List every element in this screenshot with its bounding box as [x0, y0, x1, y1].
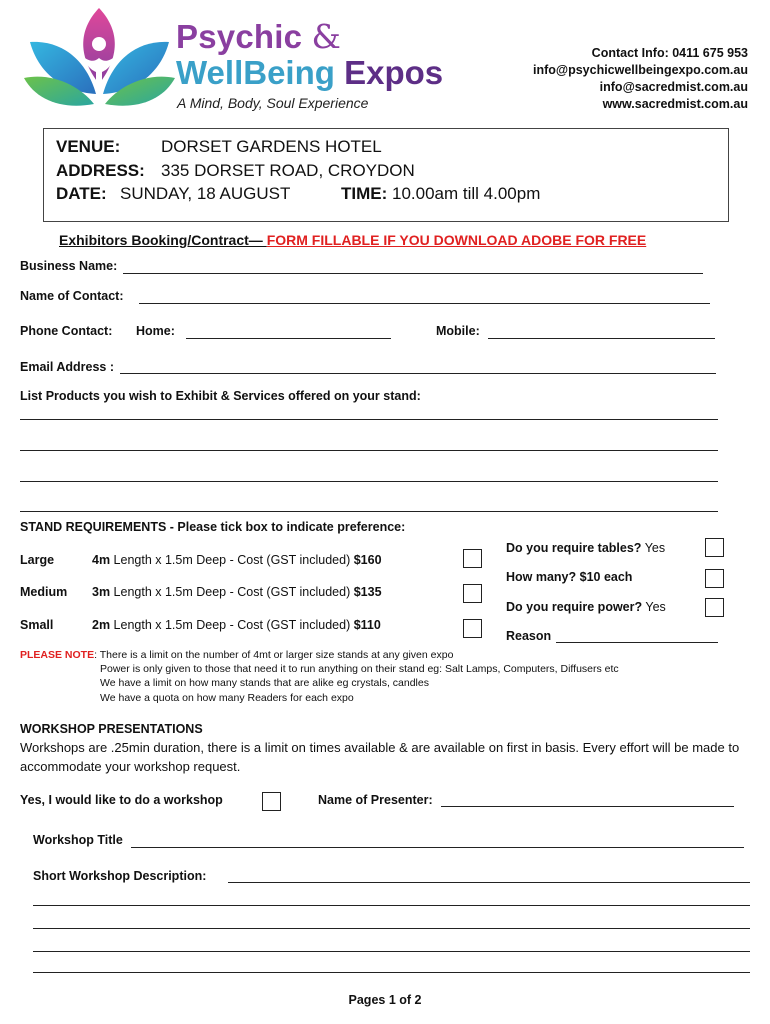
power-question: Do you require power? Yes	[506, 600, 666, 614]
home-phone-label: Home:	[136, 324, 175, 338]
email-label: Email Address :	[20, 360, 115, 374]
workshop-short-desc-label: Short Workshop Description:	[33, 869, 207, 883]
email-field[interactable]	[120, 373, 716, 374]
products-label: List Products you wish to Exhibit & Services offered on your stand:	[20, 389, 421, 403]
tables-question: Do you require tables? Yes	[506, 541, 666, 555]
tables-checkbox[interactable]	[705, 538, 724, 557]
time-row	[341, 185, 540, 202]
stand-medium-desc: 3m Length x 1.5m Deep - Cost (GST included) $135	[92, 585, 382, 599]
fillable-notice[interactable]: FORM FILLABLE IF YOU DOWNLOAD ADOBE FOR FREE	[266, 232, 647, 248]
brand-name-wellbeing-expos	[176, 56, 443, 89]
power-reason-field[interactable]	[556, 642, 718, 643]
stand-requirements-heading: STAND REQUIREMENTS - Please tick box to indicate preference:	[20, 520, 406, 534]
time-label: TIME:	[341, 184, 388, 203]
contact-info	[533, 45, 748, 113]
stand-large-checkbox[interactable]	[463, 549, 482, 568]
contact-name-label: Name of Contact:	[20, 289, 124, 303]
business-name-field[interactable]	[123, 273, 703, 274]
workshop-desc-line[interactable]	[33, 951, 750, 952]
please-note-line: PLEASE NOTE: There is a limit on the number of 4mt or larger size stands at any given expo	[20, 649, 454, 661]
workshop-title-field[interactable]	[131, 847, 744, 848]
booking-title: Exhibitors Booking/Contract— FORM FILLABLE IF YOU DOWNLOAD ADOBE FOR FREE	[59, 232, 647, 248]
stand-small-name: Small	[20, 618, 54, 632]
workshop-desc-line[interactable]	[33, 928, 750, 929]
address-value: 335 DORSET ROAD, CROYDON	[161, 161, 415, 180]
note-line: We have a limit on how many stands that are alike eg crystals, candles	[100, 677, 429, 689]
workshop-desc-line[interactable]	[33, 972, 750, 973]
products-line[interactable]	[20, 511, 718, 512]
note-line: We have a quota on how many Readers for each expo	[100, 692, 354, 704]
stand-small-desc: 2m Length x 1.5m Deep - Cost (GST included) $110	[92, 618, 381, 632]
note-line: Power is only given to those that need it to run anything on their stand eg: Salt Lamps, Computers, Diffusers etc	[100, 663, 619, 675]
products-line[interactable]	[20, 481, 718, 482]
stand-large-desc: 4m Length x 1.5m Deep - Cost (GST included) $160	[92, 553, 382, 567]
phone-contact-label: Phone Contact:	[20, 324, 113, 338]
contact-name-field[interactable]	[139, 303, 710, 304]
workshop-heading: WORKSHOP PRESENTATIONS	[20, 722, 203, 736]
home-phone-field[interactable]	[186, 338, 391, 339]
venue-label: VENUE:	[56, 137, 121, 156]
workshop-description-text: Workshops are .25min duration, there is a limit on times available & are available on first in basis. Every effort will be made to accommodate your workshop request.	[20, 740, 740, 774]
mobile-phone-label: Mobile:	[436, 324, 480, 338]
presenter-name-label: Name of Presenter:	[318, 793, 433, 807]
stand-small-checkbox[interactable]	[463, 619, 482, 638]
venue-row	[56, 138, 120, 155]
stand-medium-name: Medium	[20, 585, 68, 599]
power-reason-label: Reason	[506, 629, 552, 643]
power-checkbox[interactable]	[705, 598, 724, 617]
contact-phone: Contact Info: 0411 675 953	[591, 46, 748, 60]
page-number: Pages 1 of 2	[348, 993, 422, 1007]
brand-tagline: A Mind, Body, Soul Experience	[177, 95, 369, 111]
please-note-heading: PLEASE NOTE	[20, 649, 95, 661]
date-value: SUNDAY, 18 AUGUST	[120, 184, 291, 203]
contact-email-2[interactable]: info@sacredmist.com.au	[599, 80, 748, 94]
workshop-yes-label: Yes, I would like to do a workshop	[20, 793, 223, 807]
products-line[interactable]	[20, 419, 718, 420]
venue-box	[43, 128, 729, 222]
contact-website[interactable]: www.sacredmist.com.au	[602, 97, 748, 111]
business-name-label: Business Name:	[20, 259, 118, 273]
venue-value: DORSET GARDENS HOTEL	[161, 137, 382, 156]
tables-how-many: How many? $10 each	[506, 570, 633, 584]
brand-ampersand: &	[311, 17, 342, 56]
stand-medium-checkbox[interactable]	[463, 584, 482, 603]
mobile-phone-field[interactable]	[488, 338, 715, 339]
time-value: 10.00am till 4.00pm	[392, 184, 541, 203]
brand-name-psychic: Psychic &	[176, 17, 342, 56]
tables-count-checkbox[interactable]	[705, 569, 724, 588]
products-line[interactable]	[20, 450, 718, 451]
workshop-yes-checkbox[interactable]	[262, 792, 281, 811]
presenter-name-field[interactable]	[441, 806, 734, 807]
address-label: ADDRESS:	[56, 161, 145, 180]
workshop-desc-line[interactable]	[228, 882, 750, 883]
brand-expos: Expos	[344, 54, 444, 91]
stand-large-name: Large	[20, 553, 55, 567]
contact-email-1[interactable]: info@psychicwellbeingexpo.com.au	[532, 63, 748, 77]
lotus-logo	[22, 6, 177, 116]
date-label: DATE:	[56, 184, 107, 203]
brand-wellbeing: WellBeing	[176, 54, 335, 91]
workshop-desc-line[interactable]	[33, 905, 750, 906]
workshop-title-label: Workshop Title	[33, 833, 123, 847]
